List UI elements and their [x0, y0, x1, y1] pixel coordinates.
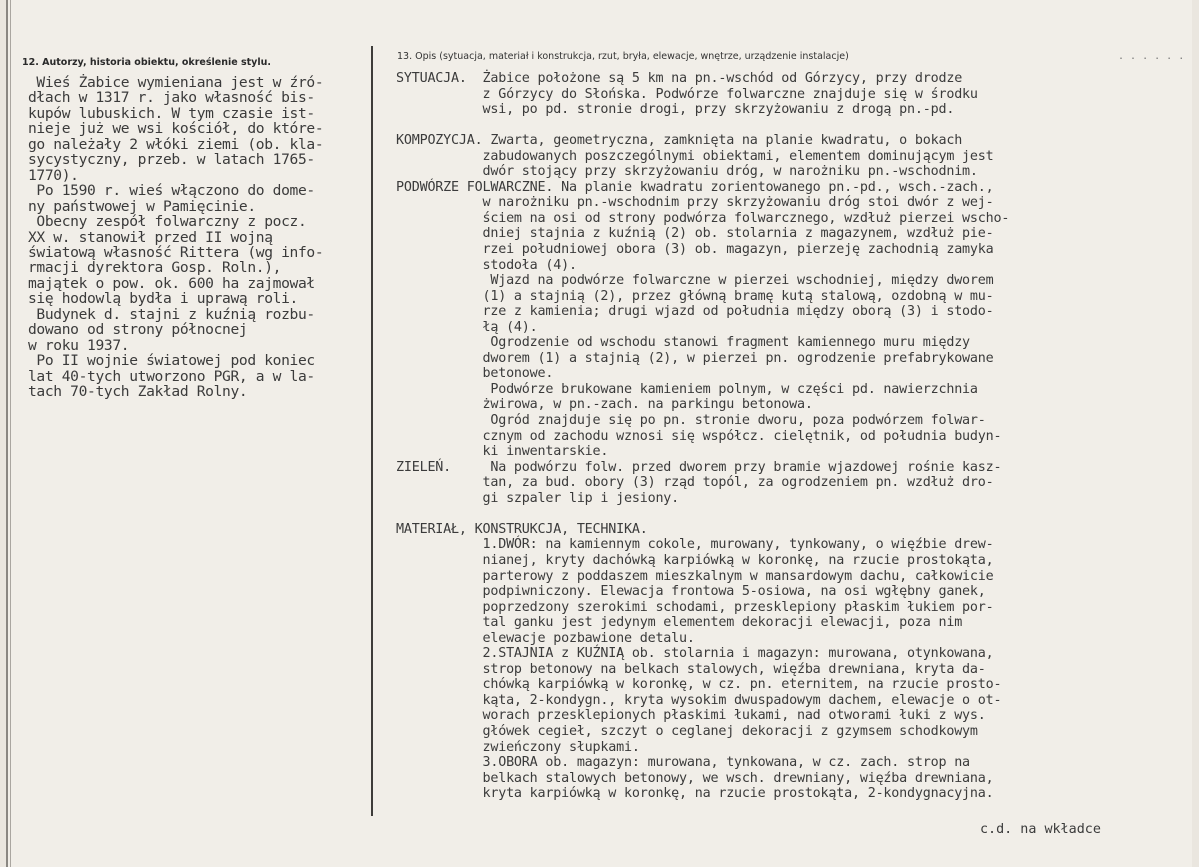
text-line: nianej, kryty dachówką karpiówką w koronkę, na rzucie prostokąta, — [396, 552, 994, 568]
text-line: ki inwentarskie. — [396, 444, 609, 460]
text-line: w narożniku pn.-wschodnim przy skrzyżowaniu dróg stoi dwór z wej- — [396, 195, 994, 211]
text-line: dniej stajnia z kuźnią (2) ob. stolarnia z magazynem, wzdłuż pie- — [396, 226, 994, 242]
text-line: worach przesklepionych płaskimi łukami, nad otworami łuki z wys. — [396, 708, 986, 724]
text-line: tan, za bud. obory (3) rząd topól, za ogrodzeniem pn. wzdłuż dro- — [396, 475, 994, 491]
text-line: tal ganku jest jedynym elementem dekoracji elewacji, poza nim — [396, 615, 963, 631]
text-line: kąta, 2-kondygn., kryta wysokim dwuspadowym dachem, elewacje o ot- — [396, 692, 1002, 708]
text-line: tach 70-tych Zakład Rolny. — [28, 383, 248, 401]
text-line: gi szpaler lip i jesiony. — [396, 490, 680, 506]
text-line: wsi, po pd. stronie drogi, przy skrzyżowaniu z drogą pn.-pd. — [396, 102, 955, 118]
text-line: kupów lubuskich. W tym czasie ist- — [28, 104, 315, 122]
text-line: 1770). — [28, 166, 79, 184]
text-line: dłach w 1317 r. jako własność bis- — [28, 89, 315, 107]
text-line: Budynek d. stajni z kuźnią rozbu- — [28, 305, 315, 323]
description-column — [396, 71, 1176, 802]
text-line: parterowy z poddaszem mieszkalnym w mansardowym dachu, całkowicie — [396, 568, 994, 584]
text-line: Po II wojnie światowej pod koniec — [28, 352, 315, 370]
sheet-edge — [10, 0, 11, 867]
text-line: poprzedzony szerokimi schodami, przesklepiony płaskim łukiem por- — [396, 599, 994, 615]
text-line: chówką karpiówką w koronkę, w cz. pn. eternitem, na rzucie prosto- — [396, 677, 1002, 693]
text-line: Wieś Żabice wymieniana jest w źró- — [28, 74, 324, 91]
text-line: sycystyczny, przeb. w latach 1765- — [28, 151, 315, 169]
text-line: cznym od zachodu wznosi się współcz. cielętnik, od południa budyn- — [396, 428, 1002, 444]
text-line: belkach stalowych betonowy, we wsch. drewniany, więźba drewniana, — [396, 770, 994, 786]
text-line: zabudowanych poszczególnymi obiektami, elementem dominującym jest — [396, 148, 994, 164]
text-line: dworem (1) a stajnią (2), w pierzei pn. ogrodzenie prefabrykowane — [396, 350, 994, 366]
text-line: MATERIAŁ, KONSTRUKCJA, TECHNIKA. — [396, 521, 648, 537]
text-line: stodoła (4). — [396, 257, 577, 273]
text-line: lat 40-tych utworzono PGR, a w la- — [28, 367, 315, 385]
text-line — [396, 118, 1176, 134]
text-line: podpiwniczony. Elewacja frontowa 5-osiowa, na osi wgłębny ganek, — [396, 584, 986, 600]
header-dots: . . . . . . — [1118, 51, 1185, 62]
text-line: XX w. stanowił przed II wojną — [28, 228, 273, 246]
text-line: PODWÓRZE FOLWARCZNE. Na planie kwadratu zorientowanego pn.-pd., wsch.-zach., — [396, 179, 994, 195]
text-line: kryta karpiówką w koronkę, na rzucie prostokąta, 2-kondygnacyjna. — [396, 786, 994, 802]
text-line: żwirowa, w pn.-zach. na parkingu betonowa. — [396, 397, 813, 413]
text-line: KOMPOZYCJA. Zwarta, geometryczna, zamknięta na planie kwadratu, o bokach — [396, 133, 963, 149]
text-line: Wjazd na podwórze folwarczne w pierzei wschodniej, między dworem — [396, 273, 994, 289]
text-line: 2.STAJNIA z KUŹNIĄ ob. stolarnia i magazyn: murowana, otynkowana, — [396, 646, 994, 662]
text-line: się hodowlą bydła i uprawą roli. — [28, 290, 298, 308]
text-line: światową własność Rittera (wg info- — [28, 243, 324, 261]
text-line — [396, 506, 1176, 522]
section-13-header: 13. Opis (sytuacja, materiał i konstrukcja, rzut, bryła, elewacje, wnętrze, urządzenie instalacje) — [397, 51, 849, 62]
text-line: majątek o pow. ok. 600 ha zajmował — [28, 274, 315, 292]
text-line: rze z kamienia; drugi wjazd od południa między oborą (3) i stodo- — [396, 304, 994, 320]
text-line: Podwórze brukowane kamieniem polnym, w części pd. nawierzchnia — [396, 381, 978, 397]
section-12-header: 12. Autorzy, historia obiektu, określenie stylu. — [22, 57, 271, 68]
text-line: 3.OBORA ob. magazyn: murowana, tynkowana, w cz. zach. strop na — [396, 755, 970, 771]
text-line: SYTUACJA. Żabice położone są 5 km na pn.-wschód od Górzycy, przy drodze — [396, 71, 963, 86]
text-line: dwór stojący przy skrzyżowaniu dróg, w narożniku pn.-wschodnim. — [396, 164, 978, 180]
text-line: dowano od strony północnej — [28, 321, 248, 339]
text-line: elewacje pozbawione detalu. — [396, 630, 695, 646]
text-line: strop betonowy na belkach stalowych, więźba drewniana, kryta da- — [396, 661, 986, 677]
text-line: rmacji dyrektora Gosp. Roln.), — [28, 259, 282, 277]
text-line: w roku 1937. — [28, 336, 130, 354]
text-line: rzei południowej obora (3) ob. magazyn, pierzeję zachodnią zamyka — [396, 242, 994, 258]
text-line: zwieńczony słupkami. — [396, 739, 640, 755]
text-line: Ogrodzenie od wschodu stanowi fragment kamiennego muru między — [396, 335, 970, 351]
text-line: betonowe. — [396, 366, 554, 382]
text-line: go należały 2 włóki ziemi (ob. kla- — [28, 135, 324, 153]
text-line: główek cegieł, szczyt o ceglanej dekoracji z gzymsem schodkowym — [396, 723, 978, 739]
text-line: (1) a stajnią (2), przez główną bramę kutą stalową, ozdobną w mu- — [396, 288, 994, 304]
text-line: Po 1590 r. wieś włączono do dome- — [28, 182, 315, 200]
text-line: ściem na osi od strony podwórza folwarcznego, wzdłuż pierzei wscho- — [396, 210, 1010, 226]
text-line: nieje już we wsi kościół, do które- — [28, 120, 324, 138]
text-line: Ogród znajduje się po pn. stronie dworu, poza podwórzem folwar- — [396, 413, 986, 429]
text-line: ZIELEŃ. Na podwórzu folw. przed dworem przy bramie wjazdowej rośnie kasz- — [396, 459, 1002, 475]
text-line: łą (4). — [396, 319, 538, 335]
continued-note: c.d. na wkładce — [980, 822, 1101, 837]
text-line: Obecny zespół folwarczny z pocz. — [28, 213, 307, 231]
text-line: 1.DWÓR: na kamiennym cokole, murowany, tynkowany, o więźbie drew- — [396, 537, 994, 553]
history-column — [28, 75, 368, 400]
column-divider — [371, 46, 373, 816]
text-line: z Górzycy do Słońska. Podwórze folwarczne znajduje się w środku — [396, 86, 978, 102]
text-line: ny państwowej w Pamięcinie. — [28, 197, 256, 215]
